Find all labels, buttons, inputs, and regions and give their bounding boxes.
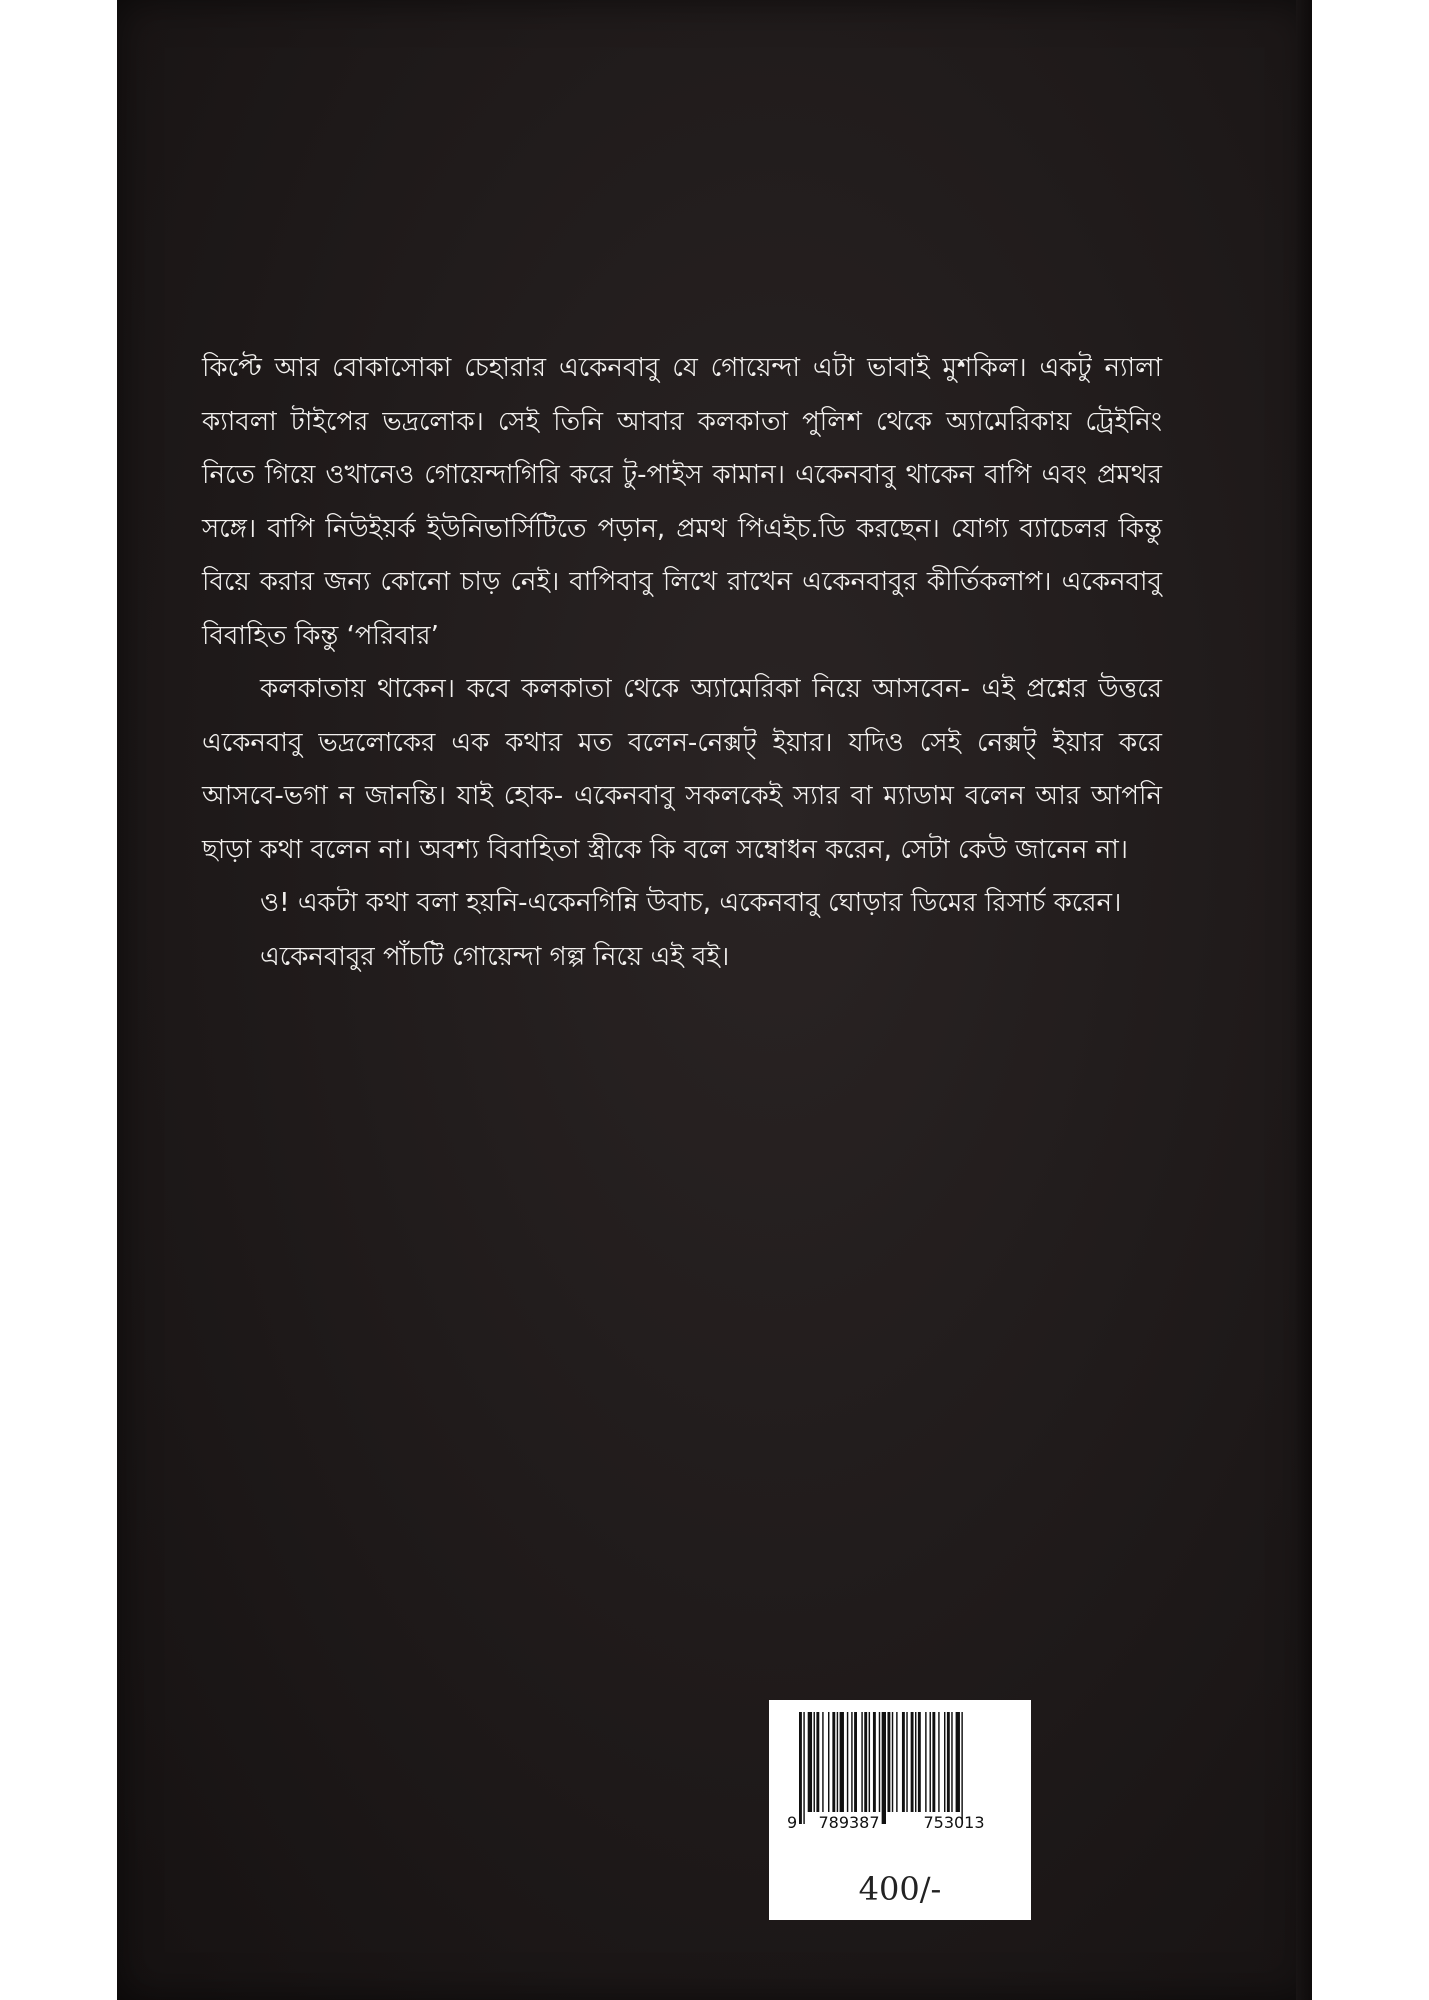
barcode-bar [861, 1712, 862, 1812]
price-label: 400/- [858, 1870, 942, 1908]
barcode-digits-left: 789387 [818, 1813, 880, 1832]
barcode-bar [816, 1712, 819, 1812]
barcode-bar [799, 1712, 802, 1824]
barcode-bar [864, 1712, 867, 1812]
cover-spine-edge [1296, 0, 1312, 2000]
barcode-bar [828, 1712, 829, 1812]
barcode-bar [951, 1712, 952, 1812]
isbn-barcode [787, 1710, 1013, 1832]
barcode-bar [882, 1712, 886, 1824]
barcode-bar [925, 1712, 926, 1812]
barcode-bar [906, 1712, 907, 1812]
barcode-digits-right: 753013 [923, 1813, 985, 1832]
barcode-bar [840, 1712, 844, 1812]
book-blurb [202, 342, 1162, 984]
barcode-bar [915, 1712, 916, 1812]
barcode-bar [961, 1712, 962, 1824]
barcode-bar [887, 1712, 890, 1812]
barcode-bar [851, 1712, 852, 1812]
barcode-bar [854, 1712, 857, 1812]
barcode-bar [902, 1712, 905, 1812]
book-back-cover [117, 0, 1312, 2000]
barcode-bar [956, 1712, 960, 1812]
barcode-bar [938, 1712, 939, 1812]
barcode-bar [808, 1712, 812, 1812]
blurb-paragraph-3: ও! একটা কথা বলা হয়নি-একেনগিন্নি উবাচ, একেনবাবু ঘোড়ার ডিমের রিসার্চ করেন। [260, 888, 1122, 918]
barcode-bar [947, 1712, 950, 1812]
barcode-bar [847, 1712, 848, 1812]
barcode-bar [822, 1712, 823, 1812]
barcode-bar [911, 1712, 914, 1812]
barcode-bar [918, 1712, 921, 1812]
barcode-bar [832, 1712, 835, 1812]
barcode-bar [837, 1712, 838, 1812]
barcode-bar [892, 1712, 893, 1812]
barcode-label [769, 1700, 1031, 1920]
barcode-bar [930, 1712, 931, 1812]
barcode-bar [896, 1712, 897, 1812]
blurb-paragraph-2: কলকাতায় থাকেন। কবে কলকাতা থেকে অ্যামেরিকা নিয়ে আসবেন- এই প্রশ্নের উত্তরে একেনবাবু ভদ্রলোকের এক কথার মত বলেন-নেক্সট্ ইয়ার। যদিও সেই নেক্সট্ ইয়ার করে আসবে-ভগা ন জানন্তি। যাই হোক- একেনবাবু সকলকেই স্যার বা ম্যাডাম বলেন আর আপনি ছাড়া কথা বলেন না। অবশ্য বিবাহিতা স্ত্রীকে কি বলে সম্বোধন করেন, সেটা কেউ জানেন না। [202, 674, 1162, 865]
barcode-bar [944, 1712, 945, 1812]
barcode-digit-prefix: 9 [787, 1813, 798, 1832]
barcode-bar [814, 1712, 815, 1812]
blurb-paragraph-4: একেনবাবুর পাঁচটি গোয়েন্দা গল্প নিয়ে এই বই। [260, 941, 730, 972]
blurb-paragraph-1: কিপ্টে আর বোকাসোকা চেহারার একেনবাবু যে গোয়েন্দা এটা ভাবাই মুশকিল। একটু ন্যালা ক্যাবলা টাইপের ভদ্রলোক। সেই তিনি আবার কলকাতা পুলিশ থেকে অ্যামেরিকায় ট্রেইনিং নিতে গিয়ে ওখানেও গোয়েন্দাগিরি করে টু-পাইস কামান। একেনবাবু থাকেন বাপি এবং প্রমথর সঙ্গে। বাপি নিউইয়র্ক ইউনিভার্সিটিতে পড়ান, প্রমথ পিএইচ.ডি করছেন। যোগ্য ব্যাচেলর কিন্তু বিয়ে করার জন্য কোনো চাড় নেই। বাপিবাবু লিখে রাখেন একেনবাবুর কীর্তিকলাপ। একেনবাবু বিবাহিত কিন্তু ‘পরিবার’ [202, 353, 1162, 651]
barcode-bar [803, 1712, 804, 1824]
barcode-bar [932, 1712, 935, 1812]
barcode-bar [869, 1712, 870, 1812]
barcode-bar [879, 1712, 880, 1812]
barcode-bar [873, 1712, 876, 1812]
